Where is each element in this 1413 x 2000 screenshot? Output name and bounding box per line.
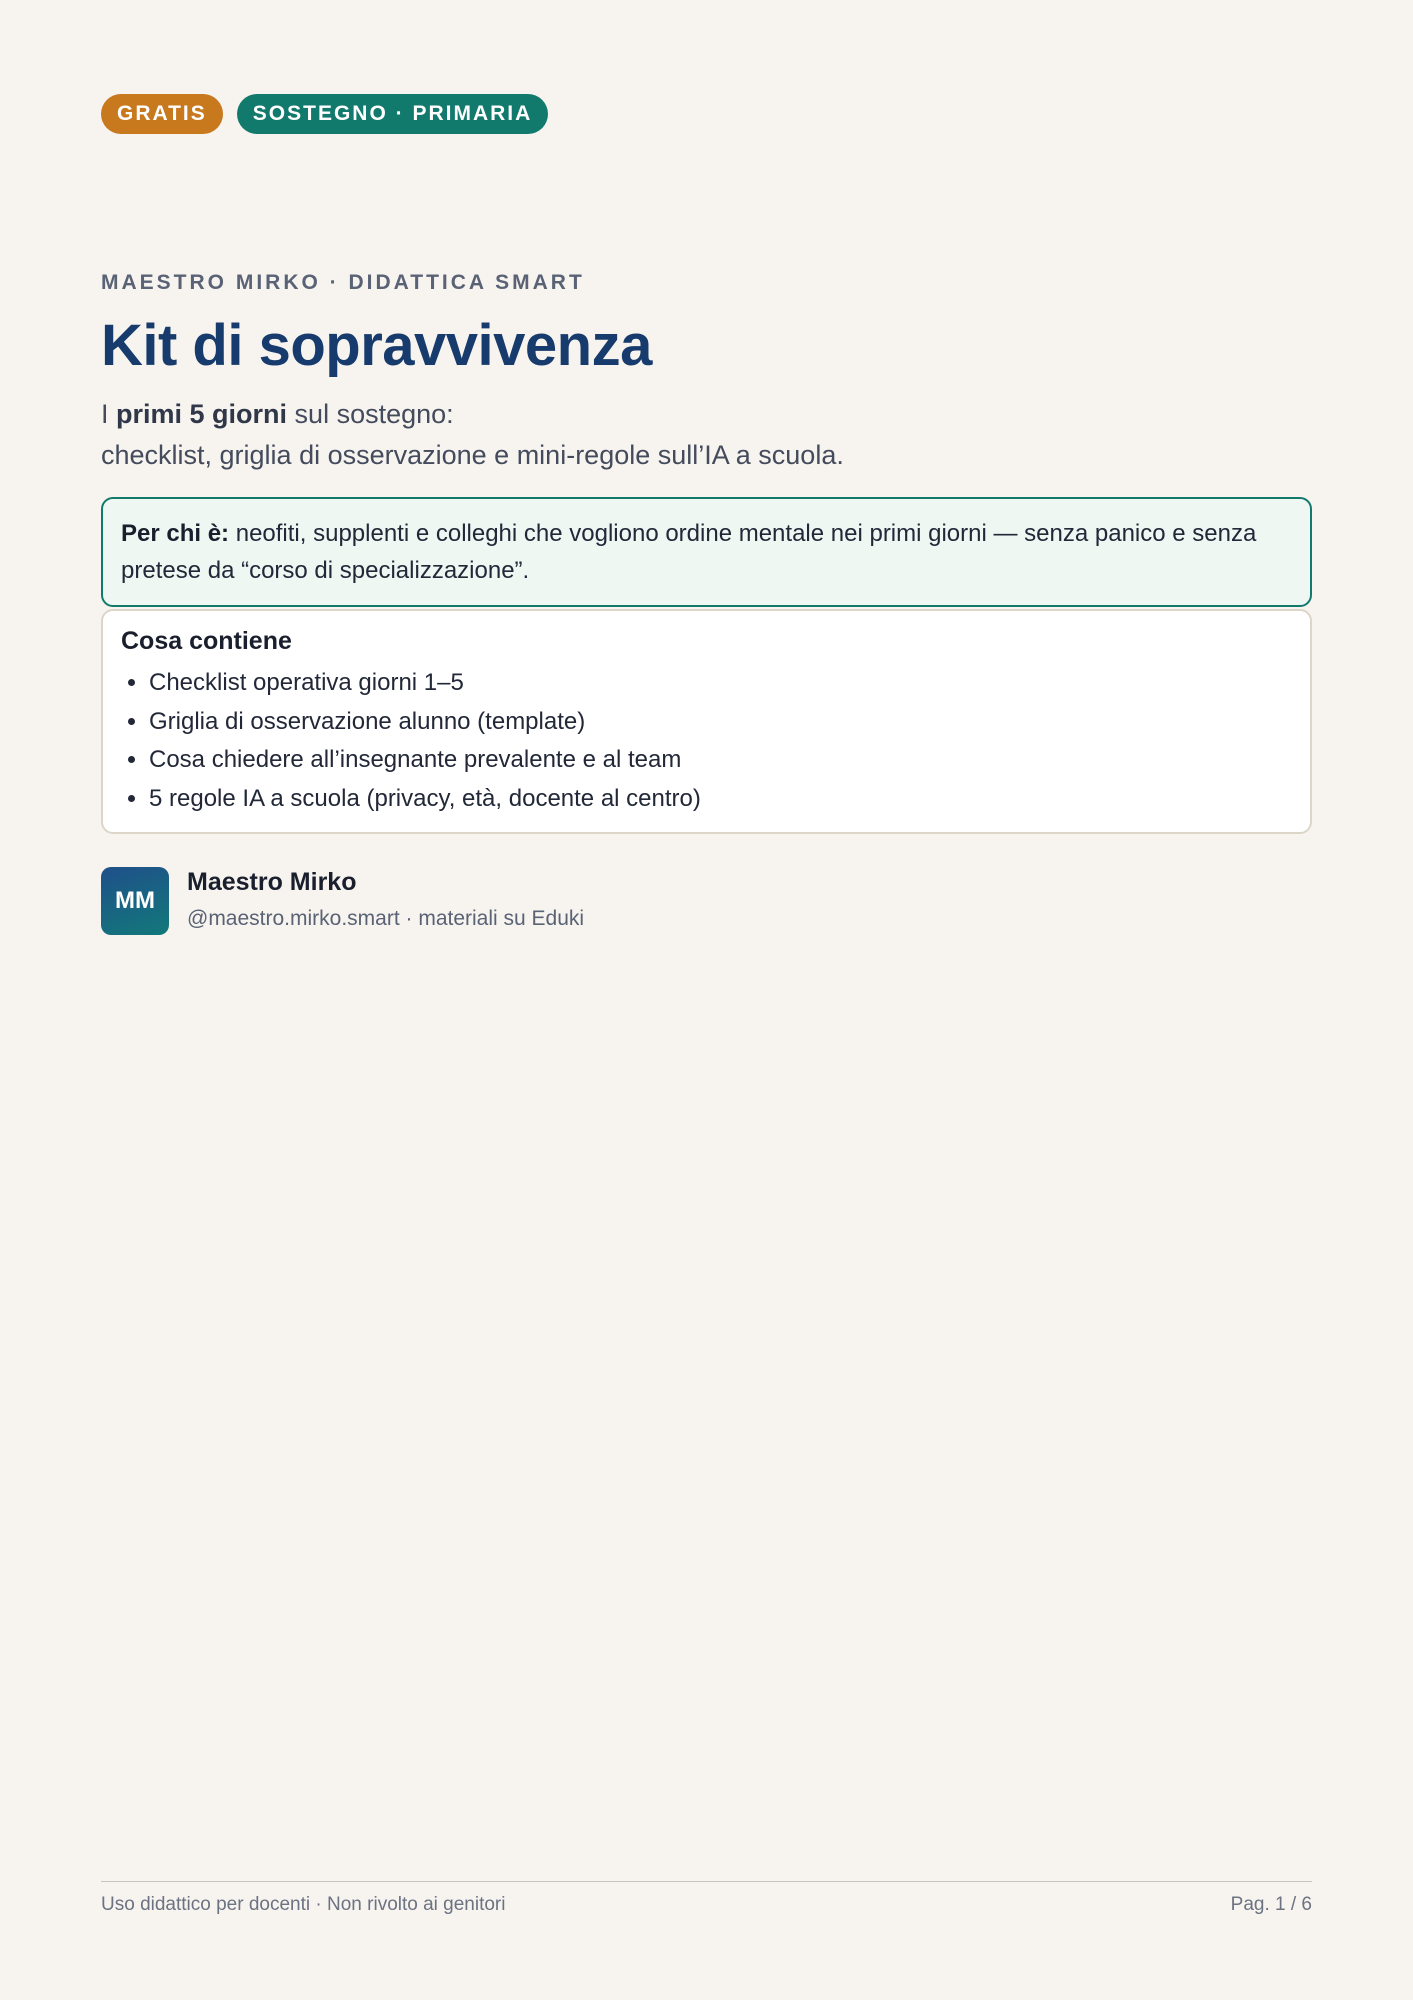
author-name: Maestro Mirko	[187, 868, 357, 896]
category-badge: SOSTEGNO · PRIMARIA	[237, 94, 549, 134]
list-item: • Checklist operativa giorni 1–5	[149, 664, 1292, 703]
page-footer	[101, 1881, 1312, 1916]
list-item: • Cosa chiedere all’insegnante prevalente e al team	[149, 741, 1292, 780]
audience-text: neofiti, supplenti e colleghi che vogliono ordine mentale nei primi giorni — senza panico e senza pretese da “corso di specializzazione”.	[121, 520, 1257, 584]
author-handle: @maestro.mirko.smart · materiali su Eduki	[187, 907, 585, 930]
free-badge: GRATIS	[101, 94, 223, 134]
contents-box	[101, 609, 1312, 834]
contents-list	[121, 664, 1292, 818]
badge-row	[101, 94, 548, 134]
audience-callout	[101, 497, 1312, 607]
contents-heading: Cosa contiene	[121, 627, 292, 655]
avatar: MM	[101, 867, 169, 935]
footer-note: Uso didattico per docenti · Non rivolto ai genitori	[101, 1894, 506, 1915]
page-number: Pag. 1 / 6	[1230, 1894, 1312, 1915]
document-page	[101, 0, 1312, 2000]
list-item: • 5 regole IA a scuola (privacy, età, docente al centro)	[149, 780, 1292, 819]
subtitle-line-1	[101, 394, 844, 435]
author-block	[101, 867, 584, 935]
author-info	[187, 867, 584, 931]
audience-label: Per chi è:	[121, 520, 230, 547]
subtitle-line-2: checklist, griglia di osservazione e mini-regole sull’IA a scuola.	[101, 440, 844, 470]
subtitle-highlight: primi 5 giorni	[116, 399, 288, 429]
page-title: Kit di sopravvivenza	[101, 313, 652, 378]
subtitle-suffix: sul sostegno:	[287, 399, 454, 429]
eyebrow-text: MAESTRO MIRKO · DIDATTICA SMART	[101, 271, 585, 294]
list-item: • Griglia di osservazione alunno (template)	[149, 703, 1292, 742]
subtitle-prefix: I	[101, 399, 117, 429]
subtitle	[101, 394, 844, 476]
